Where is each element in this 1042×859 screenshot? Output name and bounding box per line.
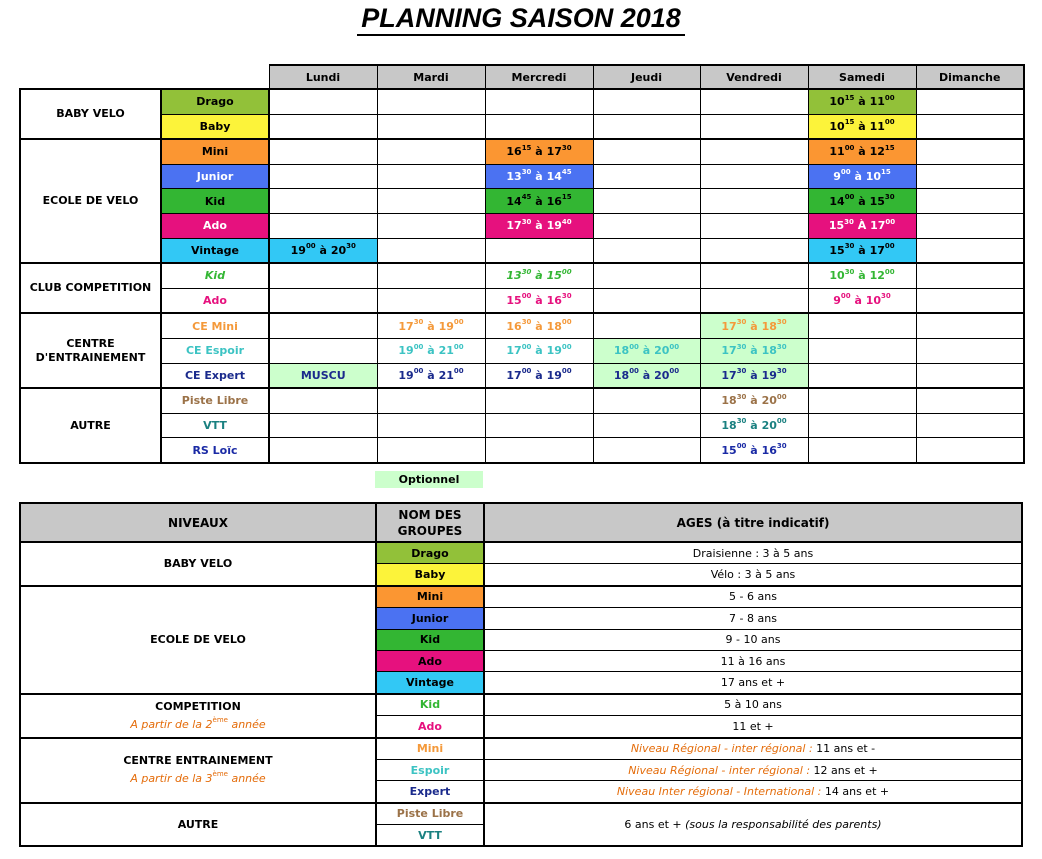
day-header: Jeudi <box>593 65 700 89</box>
slot-lundi <box>269 388 377 413</box>
slot-samedi <box>808 388 916 413</box>
age-baby: Vélo : 3 à 5 ans <box>484 564 1022 586</box>
header-groupes: NOM DES GROUPES <box>376 503 484 542</box>
age-vintage: 17 ans et + <box>484 672 1022 694</box>
schedule-row <box>20 363 1024 388</box>
group-label: Ado <box>161 213 269 238</box>
day-header-row <box>20 65 1024 89</box>
slot-mercredi <box>485 89 593 114</box>
group-baby: Baby <box>376 564 484 586</box>
slot-dimanche <box>916 89 1024 114</box>
slot-mercredi: $17^{00}$ à $19^{00}$ <box>485 338 593 363</box>
group-label: CE Expert <box>161 363 269 388</box>
slot-samedi: $9^{00}$ à $10^{15}$ <box>808 164 916 189</box>
slot-mercredi <box>485 438 593 463</box>
level-baby-velo: BABY VELO <box>20 542 376 586</box>
day-header: Mardi <box>377 65 485 89</box>
slot-lundi: $19^{00}$ à $20^{30}$ <box>269 238 377 263</box>
level-row <box>20 694 1022 716</box>
slot-mercredi <box>485 238 593 263</box>
schedule-row <box>20 413 1024 438</box>
slot-jeudi <box>593 114 700 139</box>
group-label: VTT <box>161 413 269 438</box>
slot-vendredi: $15^{00}$ à $16^{30}$ <box>700 438 808 463</box>
level-label: BABY VELO <box>20 89 161 139</box>
slot-jeudi <box>593 89 700 114</box>
slot-samedi <box>808 363 916 388</box>
slot-dimanche <box>916 363 1024 388</box>
slot-vendredi: $17^{30}$ à $18^{30}$ <box>700 338 808 363</box>
slot-samedi: $15^{30}$ à $17^{00}$ <box>808 238 916 263</box>
levels-table <box>19 502 1023 847</box>
group-label: RS Loïc <box>161 438 269 463</box>
slot-mardi <box>377 89 485 114</box>
slot-mercredi <box>485 114 593 139</box>
group-ado: Ado <box>376 650 484 671</box>
slot-lundi <box>269 263 377 288</box>
slot-mardi <box>377 139 485 164</box>
slot-mercredi: $16^{15}$ à $17^{30}$ <box>485 139 593 164</box>
age-comp-ado: 11 et + <box>484 716 1022 738</box>
group-ce-mini: Mini <box>376 738 484 760</box>
slot-mardi <box>377 189 485 214</box>
level-centre-sub: A partir de la 3ème année <box>130 770 266 786</box>
level-competition-sub: A partir de la 2ème année <box>130 715 266 731</box>
slot-mardi: $19^{00}$ à $21^{00}$ <box>377 363 485 388</box>
schedule-row <box>20 313 1024 338</box>
slot-lundi <box>269 338 377 363</box>
slot-jeudi <box>593 139 700 164</box>
slot-mardi <box>377 213 485 238</box>
slot-mercredi: $13^{30}$ à $15^{00}$ <box>485 263 593 288</box>
slot-vendredi <box>700 89 808 114</box>
slot-lundi <box>269 213 377 238</box>
group-label: Drago <box>161 89 269 114</box>
page-title: PLANNING SAISON 2018 <box>0 3 1042 34</box>
level-label: CENTRE D'ENTRAINEMENT <box>20 313 161 388</box>
group-mini: Mini <box>376 586 484 608</box>
day-header: Vendredi <box>700 65 808 89</box>
schedule-row <box>20 338 1024 363</box>
slot-dimanche <box>916 338 1024 363</box>
slot-jeudi <box>593 438 700 463</box>
slot-vendredi: $18^{30}$ à $20^{00}$ <box>700 413 808 438</box>
slot-samedi <box>808 438 916 463</box>
slot-dimanche <box>916 189 1024 214</box>
schedule-row <box>20 438 1024 463</box>
slot-samedi: $9^{00}$ à $10^{30}$ <box>808 288 916 313</box>
slot-dimanche <box>916 213 1024 238</box>
level-row <box>20 738 1022 760</box>
day-header: Dimanche <box>916 65 1024 89</box>
slot-mardi <box>377 438 485 463</box>
slot-dimanche <box>916 114 1024 139</box>
slot-mardi <box>377 114 485 139</box>
slot-vendredi <box>700 189 808 214</box>
slot-lundi <box>269 438 377 463</box>
group-comp-kid: Kid <box>376 694 484 716</box>
level-label: ECOLE DE VELO <box>20 139 161 263</box>
slot-dimanche <box>916 288 1024 313</box>
level-centre <box>20 738 376 803</box>
slot-vendredi: $17^{30}$ à $18^{30}$ <box>700 313 808 338</box>
slot-mercredi: $17^{00}$ à $19^{00}$ <box>485 363 593 388</box>
age-kid: 9 - 10 ans <box>484 629 1022 650</box>
slot-vendredi <box>700 164 808 189</box>
slot-samedi <box>808 313 916 338</box>
slot-mardi <box>377 263 485 288</box>
levels-header-row <box>20 503 1022 542</box>
slot-dimanche <box>916 238 1024 263</box>
day-header: Mercredi <box>485 65 593 89</box>
slot-vendredi: $18^{30}$ à $20^{00}$ <box>700 388 808 413</box>
schedule-row <box>20 263 1024 288</box>
slot-mardi <box>377 164 485 189</box>
group-comp-ado: Ado <box>376 716 484 738</box>
slot-dimanche <box>916 263 1024 288</box>
slot-vendredi <box>700 263 808 288</box>
level-ecole-de-velo: ECOLE DE VELO <box>20 586 376 694</box>
slot-mercredi: $17^{30}$ à $19^{40}$ <box>485 213 593 238</box>
slot-samedi: $14^{00}$ à $15^{30}$ <box>808 189 916 214</box>
slot-lundi <box>269 139 377 164</box>
slot-jeudi: $18^{00}$ à $20^{00}$ <box>593 363 700 388</box>
slot-dimanche <box>916 438 1024 463</box>
slot-lundi <box>269 189 377 214</box>
slot-jeudi <box>593 238 700 263</box>
schedule-row <box>20 288 1024 313</box>
level-centre-label: CENTRE ENTRAINEMENT <box>123 754 273 768</box>
level-label: AUTRE <box>20 388 161 463</box>
age-comp-kid: 5 à 10 ans <box>484 694 1022 716</box>
day-header: Lundi <box>269 65 377 89</box>
group-label: Junior <box>161 164 269 189</box>
slot-dimanche <box>916 139 1024 164</box>
slot-mardi <box>377 388 485 413</box>
schedule-row <box>20 213 1024 238</box>
slot-jeudi <box>593 189 700 214</box>
group-ce-expert: Expert <box>376 781 484 803</box>
group-ce-espoir: Espoir <box>376 759 484 780</box>
slot-jeudi: $18^{00}$ à $20^{00}$ <box>593 338 700 363</box>
slot-mercredi <box>485 413 593 438</box>
group-junior: Junior <box>376 608 484 629</box>
level-autre: AUTRE <box>20 803 376 847</box>
group-label: Piste Libre <box>161 388 269 413</box>
slot-vendredi <box>700 238 808 263</box>
level-row <box>20 542 1022 564</box>
slot-dimanche <box>916 413 1024 438</box>
slot-jeudi <box>593 213 700 238</box>
slot-mercredi <box>485 388 593 413</box>
slot-jeudi <box>593 164 700 189</box>
level-row <box>20 803 1022 825</box>
age-drago: Draisienne : 3 à 5 ans <box>484 542 1022 564</box>
slot-mercredi: $13^{30}$ à $14^{45}$ <box>485 164 593 189</box>
schedule-table <box>19 64 1025 464</box>
group-label: Ado <box>161 288 269 313</box>
age-ado: 11 à 16 ans <box>484 650 1022 671</box>
schedule-row <box>20 388 1024 413</box>
slot-dimanche <box>916 313 1024 338</box>
slot-muscu: MUSCU <box>269 363 377 388</box>
slot-lundi <box>269 114 377 139</box>
slot-samedi <box>808 413 916 438</box>
slot-dimanche <box>916 164 1024 189</box>
header-blank <box>20 65 269 89</box>
slot-jeudi <box>593 413 700 438</box>
level-competition-label: COMPETITION <box>155 699 241 713</box>
slot-jeudi <box>593 263 700 288</box>
group-label: CE Espoir <box>161 338 269 363</box>
slot-mardi: $19^{00}$ à $21^{00}$ <box>377 338 485 363</box>
slot-lundi <box>269 164 377 189</box>
slot-vendredi: $17^{30}$ à $19^{30}$ <box>700 363 808 388</box>
slot-samedi: $15^{30}$ À $17^{00}$ <box>808 213 916 238</box>
slot-lundi <box>269 89 377 114</box>
group-vintage: Vintage <box>376 672 484 694</box>
level-competition <box>20 694 376 738</box>
slot-jeudi <box>593 288 700 313</box>
day-header: Samedi <box>808 65 916 89</box>
slot-mercredi: $14^{45}$ à $16^{15}$ <box>485 189 593 214</box>
group-vtt: VTT <box>376 825 484 847</box>
age-ce-mini: Niveau Régional - inter régional : 11 ans et - <box>484 738 1022 760</box>
slot-dimanche <box>916 388 1024 413</box>
optional-legend: Optionnel <box>375 471 483 488</box>
slot-samedi: $10^{15}$ à $11^{00}$ <box>808 114 916 139</box>
header-ages: AGES (à titre indicatif) <box>484 503 1022 542</box>
slot-samedi <box>808 338 916 363</box>
slot-samedi: $11^{00}$ à $12^{15}$ <box>808 139 916 164</box>
group-drago: Drago <box>376 542 484 564</box>
schedule-row <box>20 89 1024 114</box>
schedule-row <box>20 189 1024 214</box>
level-row <box>20 586 1022 608</box>
schedule-row <box>20 114 1024 139</box>
slot-vendredi <box>700 213 808 238</box>
slot-samedi: $10^{30}$ à $12^{00}$ <box>808 263 916 288</box>
schedule-row <box>20 139 1024 164</box>
age-mini: 5 - 6 ans <box>484 586 1022 608</box>
slot-vendredi <box>700 114 808 139</box>
group-label: Vintage <box>161 238 269 263</box>
slot-lundi <box>269 313 377 338</box>
group-piste-libre: Piste Libre <box>376 803 484 825</box>
slot-lundi <box>269 413 377 438</box>
group-label: Kid <box>161 263 269 288</box>
age-ce-expert: Niveau Inter régional - International : 14 ans et + <box>484 781 1022 803</box>
slot-vendredi <box>700 139 808 164</box>
age-junior: 7 - 8 ans <box>484 608 1022 629</box>
slot-samedi: $10^{15}$ à $11^{00}$ <box>808 89 916 114</box>
slot-jeudi <box>593 388 700 413</box>
group-label: Baby <box>161 114 269 139</box>
slot-mardi <box>377 238 485 263</box>
slot-lundi <box>269 288 377 313</box>
slot-jeudi <box>593 313 700 338</box>
slot-mercredi: $16^{30}$ à $18^{00}$ <box>485 313 593 338</box>
slot-mardi <box>377 288 485 313</box>
slot-mardi <box>377 413 485 438</box>
group-label: Mini <box>161 139 269 164</box>
level-label: CLUB COMPETITION <box>20 263 161 313</box>
group-kid: Kid <box>376 629 484 650</box>
schedule-row <box>20 238 1024 263</box>
age-autre: 6 ans et + (sous la responsabilité des parents) <box>484 803 1022 847</box>
slot-mardi: $17^{30}$ à $19^{00}$ <box>377 313 485 338</box>
slot-vendredi <box>700 288 808 313</box>
age-ce-espoir: Niveau Régional - inter régional : 12 ans et + <box>484 759 1022 780</box>
group-label: Kid <box>161 189 269 214</box>
schedule-row <box>20 164 1024 189</box>
header-niveaux: NIVEAUX <box>20 503 376 542</box>
slot-mercredi: $15^{00}$ à $16^{30}$ <box>485 288 593 313</box>
group-label: CE Mini <box>161 313 269 338</box>
